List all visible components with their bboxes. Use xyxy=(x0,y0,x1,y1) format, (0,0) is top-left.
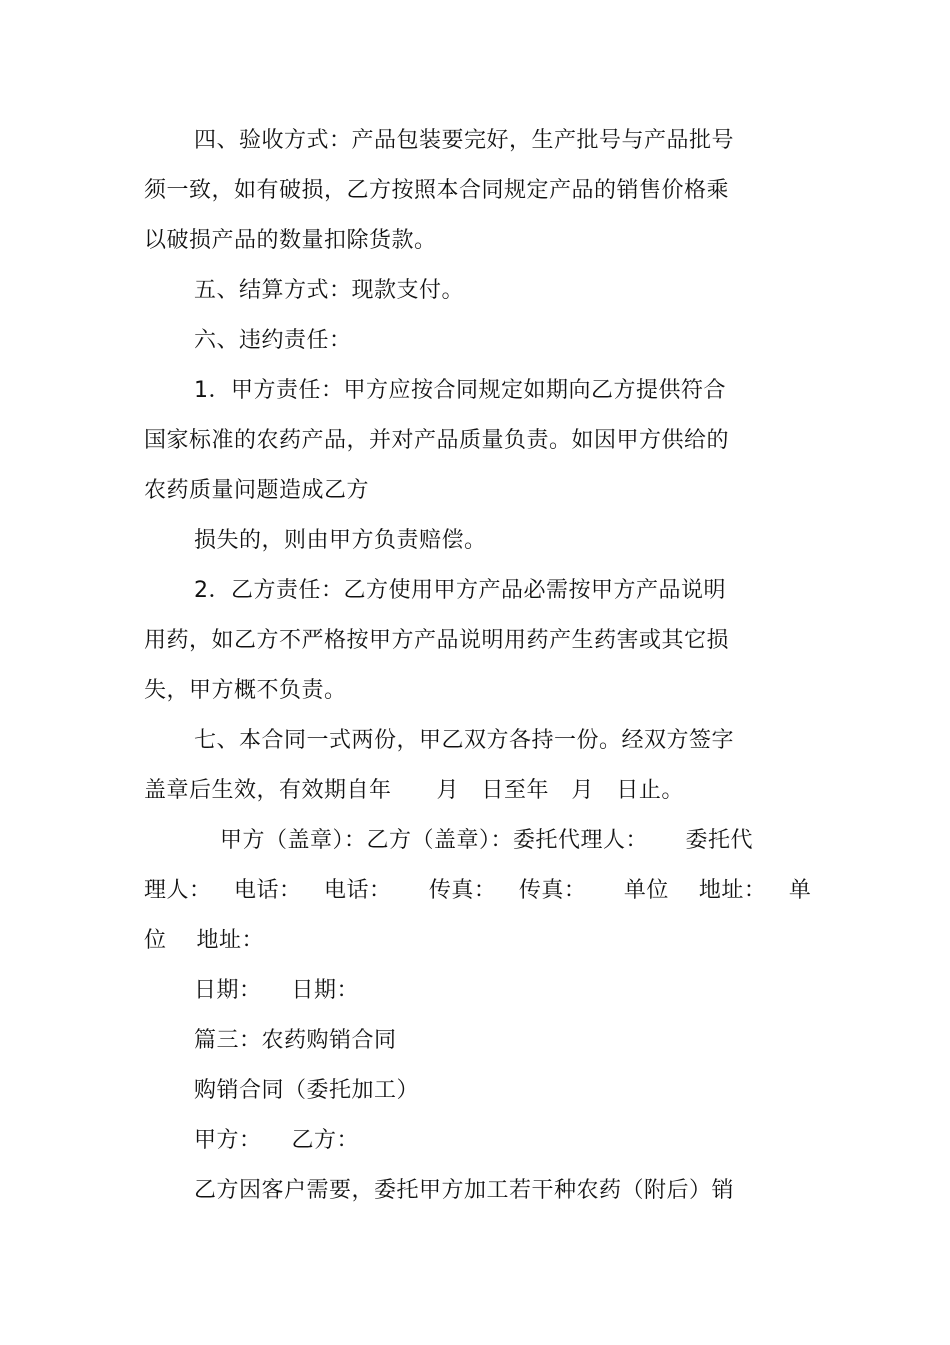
text-line: 以破损产品的数量扣除货款。 xyxy=(144,228,437,253)
contract-title: 购销合同（委托加工） xyxy=(194,1078,420,1103)
text-line-party-a-liability: 1．甲方责任：甲方应按合同规定如期向乙方提供符合 xyxy=(194,378,726,403)
text-line: 乙方因客户需要，委托甲方加工若干种农药（附后）销 xyxy=(194,1178,735,1203)
text-line: 失，甲方概不负责。 xyxy=(144,678,347,703)
text-line-address: 位 地址： xyxy=(144,928,264,953)
text-line-contract-copies: 七、本合同一式两份，甲乙双方各持一份。经双方签字 xyxy=(194,728,735,753)
text-line: 须一致，如有破损，乙方按照本合同规定产品的销售价格乘 xyxy=(144,178,730,203)
text-line-parties: 甲方： 乙方： xyxy=(194,1128,359,1153)
text-line: 农药质量问题造成乙方 xyxy=(144,478,370,503)
text-line-contact-fields: 理人： 电话： 电话： 传真： 传真： 单位 地址： 单 xyxy=(144,878,812,903)
text-line-dates: 日期： 日期： xyxy=(194,978,359,1003)
text-line-validity-period: 盖章后生效，有效期自年 月 日至年 月 日止。 xyxy=(144,778,684,803)
text-line: 用药，如乙方不严格按甲方产品说明用药产生药害或其它损 xyxy=(144,628,730,653)
text-line-signature-block: 甲方（盖章）：乙方（盖章）：委托代理人： 委托代 xyxy=(220,828,753,853)
text-line-settlement-method: 五、结算方式：现款支付。 xyxy=(194,278,465,303)
text-line: 损失的，则由甲方负责赔偿。 xyxy=(194,528,487,553)
text-line-breach-liability: 六、违约责任： xyxy=(194,328,352,353)
text-line-acceptance-method: 四、验收方式：产品包装要完好，生产批号与产品批号 xyxy=(194,128,735,153)
text-line: 国家标准的农药产品，并对产品质量负责。如因甲方供给的 xyxy=(144,428,730,453)
text-line-party-b-liability: 2．乙方责任：乙方使用甲方产品必需按甲方产品说明 xyxy=(194,578,726,603)
section-heading: 篇三：农药购销合同 xyxy=(194,1028,397,1053)
